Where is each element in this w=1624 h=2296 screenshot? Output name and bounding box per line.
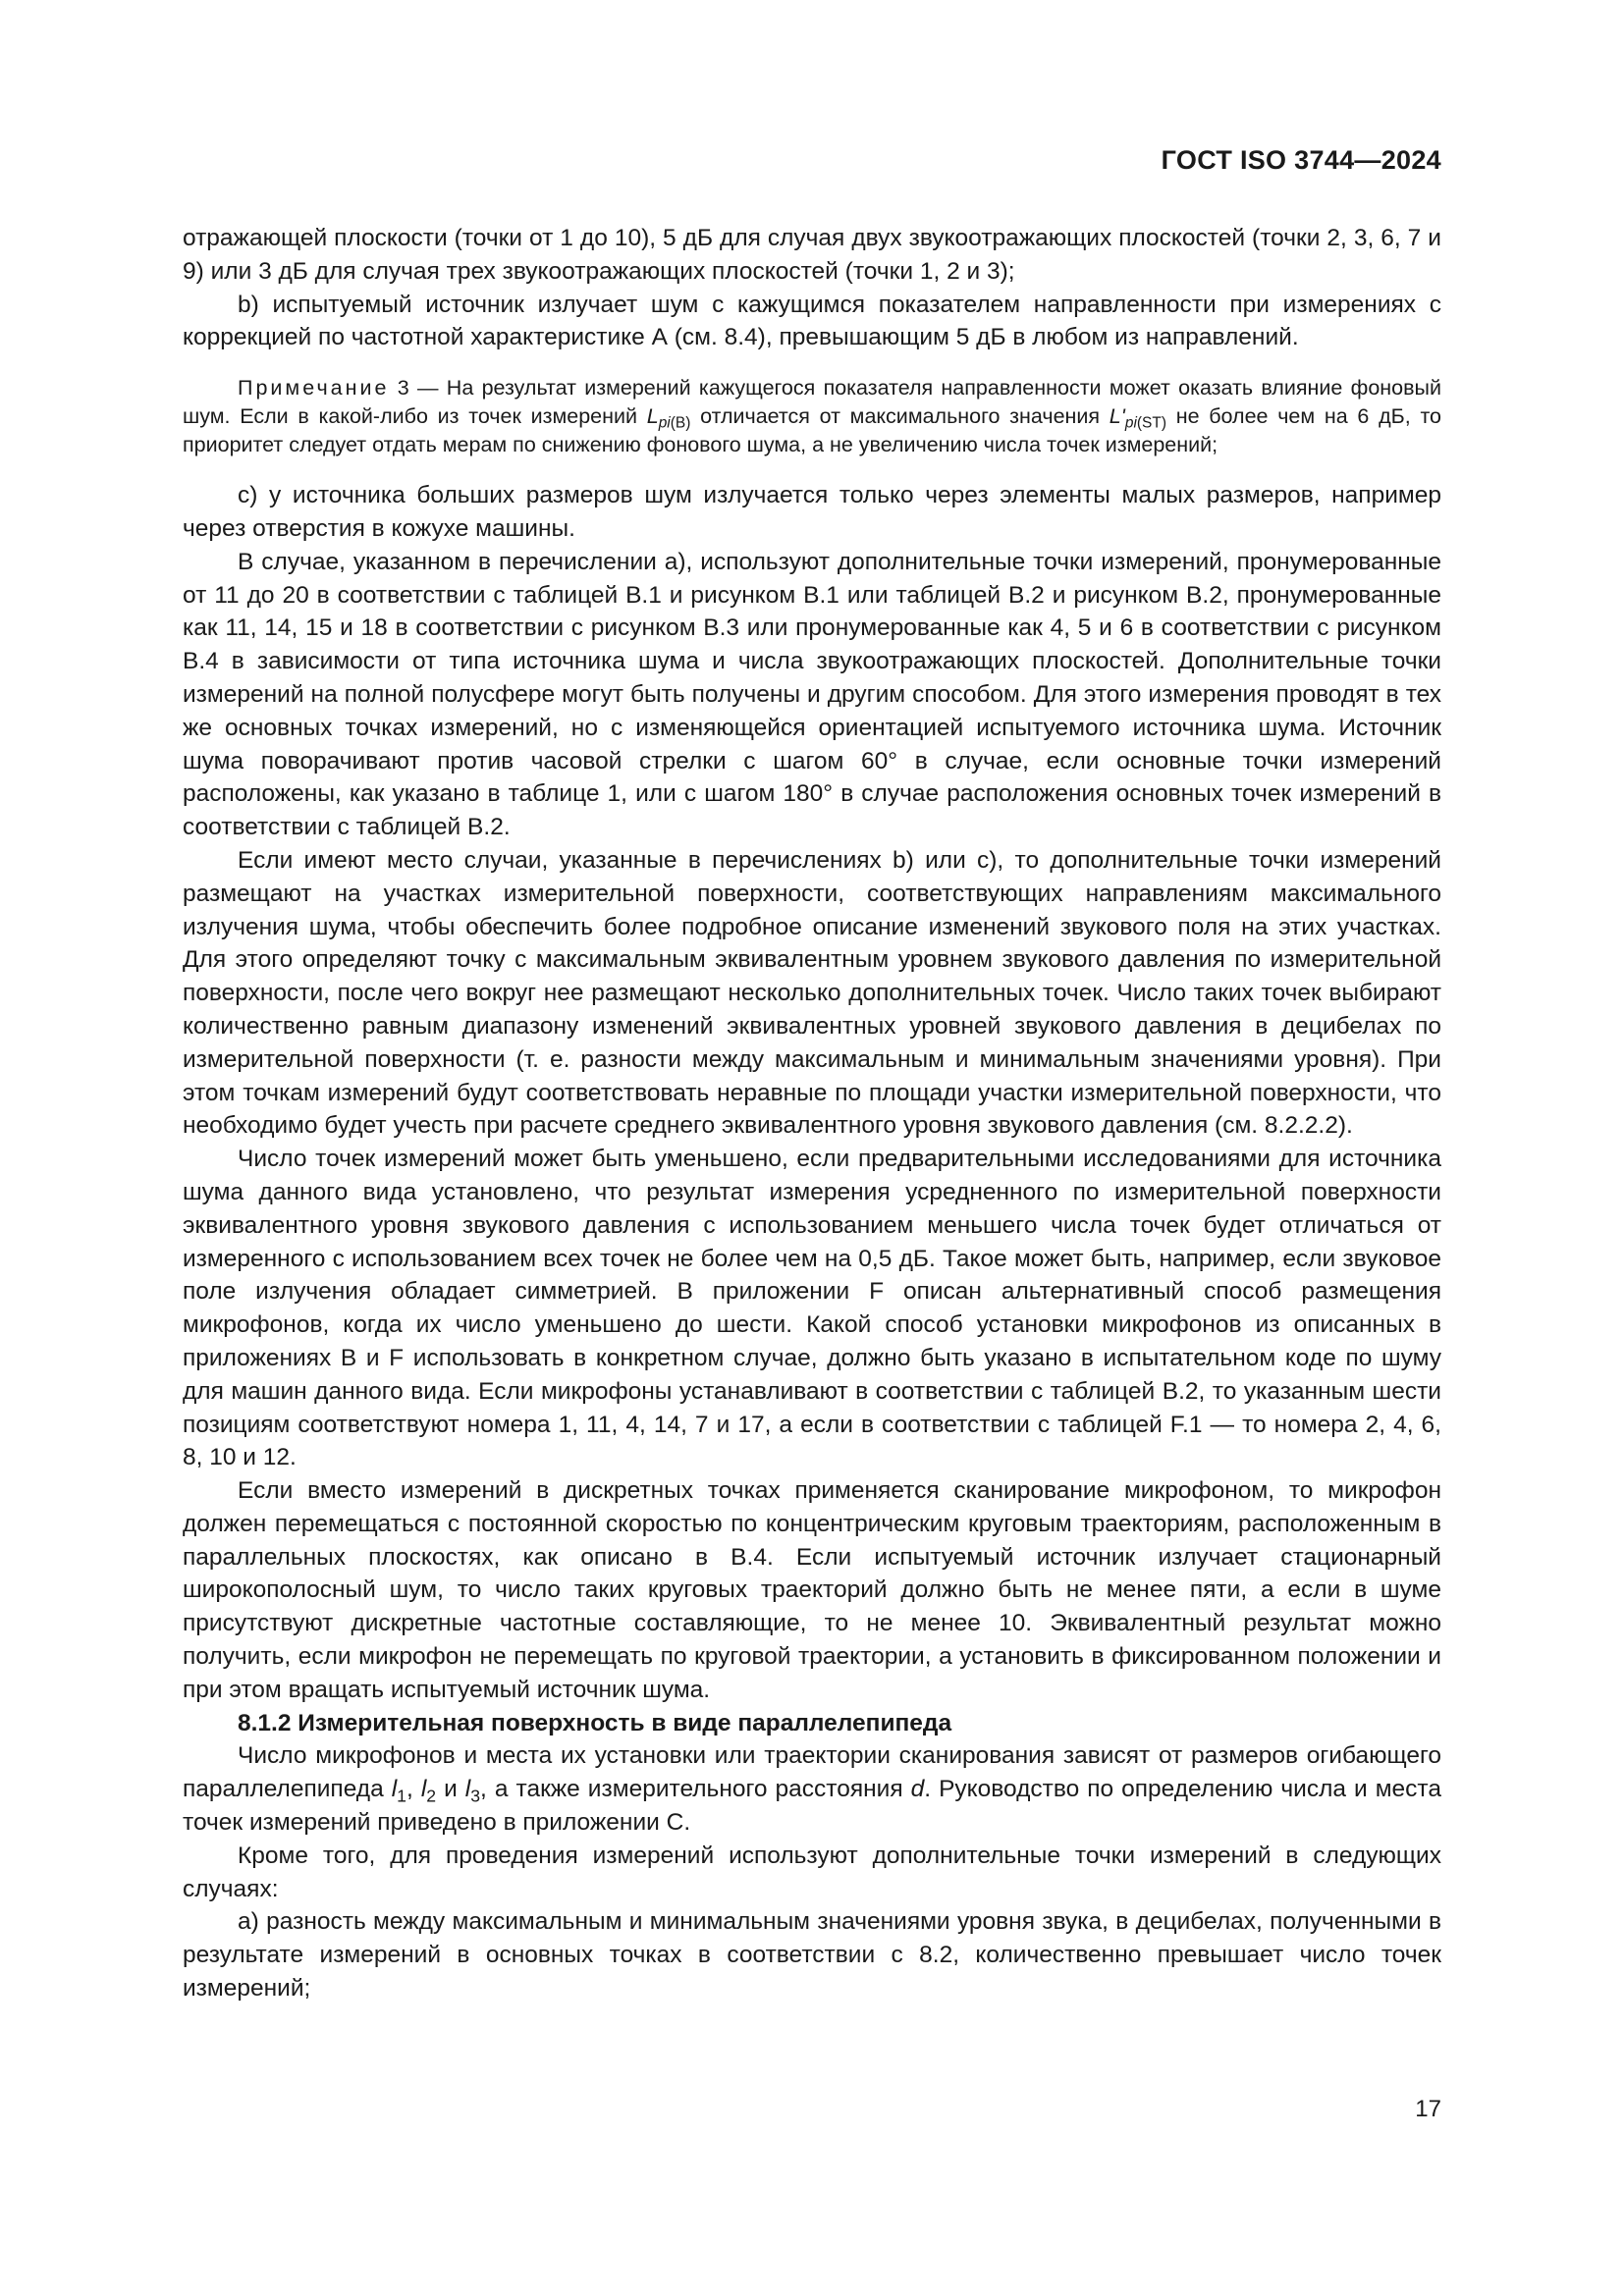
- symbol-d: d: [910, 1776, 925, 1803]
- note-text-part-3: не более чем на 6 дБ, то приоритет следует отдать мерам по снижению фонового шума, а не увеличению числа точек измерений;: [183, 404, 1442, 457]
- page-number: 17: [1415, 2096, 1441, 2122]
- list-item-a: а) разность между максимальным и минимальным значениями уровня звука, в децибелах, полученными в результате измерений в основных точках в соответствии с 8.2, количественно превышает число точек измерений;: [183, 1908, 1441, 2002]
- paragraph-additional-cases: Кроме того, для проведения измерений используют дополнительные точки измерений в следующих случаях:: [183, 1842, 1441, 1902]
- list-item-c: с) у источника больших размеров шум излучается только через элементы малых размеров, например через отверстия в кожухе машины.: [183, 482, 1441, 542]
- note-label: Примечание: [238, 376, 390, 400]
- symbol-l1: l: [391, 1776, 398, 1803]
- subscript-pi-b: pi(B): [658, 414, 691, 432]
- page-body: [183, 222, 1441, 2005]
- symbol-l2: l: [420, 1776, 427, 1803]
- note-text-part-2: отличается от максимального значения: [690, 404, 1110, 429]
- document-id-header: ГОСТ ISO 3744—2024: [1161, 145, 1441, 175]
- subscript-pi-st: pi(ST): [1124, 414, 1166, 432]
- paragraph-additional-points: В случае, указанном в перечислении а), используют дополнительные точки измерений, пронумерованные от 11 до 20 в соответствии с таблицей В.1 и рисунком В.1 или таблицей В.2 и рисунком В.2, пронумерованные как 11, 14, 15 и 18 в соответствии с рисунком В.3 или пронумерованные как 4, 5 и 6 в соответствии с рисунком В.4 в зависимости от типа источника шума и числа звукоотражающих плоскостей. Дополнительные точки измерений на полной полусфере могут быть получены и другим способом. Для этого измерения проводят в тех же основных точках измерений, но с изменяющейся ориентацией испытуемого источника шума. Источник шума поворачивают против часовой стрелки с шагом 60° в случае, если основные точки измерений расположены, как указано в таблице 1, или с шагом 180° в случае расположения основных точек измерений в соответствии с таблицей В.2.: [183, 548, 1441, 841]
- paragraph-parallelepiped: Число микрофонов и места их установки или траектории сканирования зависят от размеров огибающего параллелепипеда $l_1$, $l_2$ и $l_3$, а также измерительного расстояния d. Руководство по определению числа и места точек измерений приведено в приложении С.: [183, 1742, 1441, 1837]
- list-item-b: b) испытуемый источник излучает шум с кажущимся показателем направленности при измерениях с коррекцией по частотной характеристике А (см. 8.4), превышающим 5 дБ в любом из направлений.: [183, 291, 1441, 351]
- symbol-L: L: [646, 404, 659, 429]
- note-3: [183, 374, 1441, 459]
- paragraph-scanning: Если вместо измерений в дискретных точках применяется сканирование микрофоном, то микрофон должен перемещаться с постоянной скоростью по концентрическим круговым траекториям, расположенным в параллельных плоскостях, как описано в В.4. Если испытуемый источник излучает стационарный широкополосный шум, то число таких круговых траекторий должно быть не менее пяти, а если в шуме присутствуют дискретные частотные составляющие, то не менее 10. Эквивалентный результат можно получить, если микрофон не перемещать по круговой траектории, а установить в фиксированном положении и при этом вращать испытуемый источник шума.: [183, 1477, 1441, 1703]
- paragraph-max-radiation: Если имеют место случаи, указанные в перечислениях b) или с), то дополнительные точки измерений размещают на участках измерительной поверхности, соответствующих направлениям максимального излучения шума, чтобы обеспечить более подробное описание изменений звукового поля на этих участках. Для этого определяют точку с максимальным эквивалентным уровнем звукового давления по измерительной поверхности, после чего вокруг нее размещают несколько дополнительных точек. Число таких точек выбирают количественно равным диапазону изменений эквивалентных уровней звукового давления в децибелах по измерительной поверхности (т. е. разности между максимальным и минимальным значениями уровня). При этом точкам измерений будут соответствовать неравные по площади участки измерительной поверхности, что необходимо будет учесть при расчете среднего эквивалентного уровня звукового давления (см. 8.2.2.2).: [183, 846, 1441, 1140]
- symbol-L-prime: L': [1109, 404, 1125, 429]
- paragraph-reduced-points: Число точек измерений может быть уменьшено, если предварительными исследованиями для источника шума данного вида установлено, что результат измерения усредненного по измерительной поверхности эквивалентного уровня звукового давления с использованием меньшего числа точек будет отличаться от измеренного с использованием всех точек не более чем на 0,5 дБ. Такое может быть, например, если звуковое поле излучения обладает симметрией. В приложении F описан альтернативный способ размещения микрофонов, когда их число уменьшено до шести. Какой способ установки микрофонов из описанных в приложениях В и F использовать в конкретном случае, должно быть указано в испытательном коде по шуму для машин данного вида. Если микрофоны устанавливают в соответствии с таблицей В.2, то указанным шести позициям соответствуют номера 1, 11, 4, 14, 7 и 17, а если в соответствии с таблицей F.1 — то номера 2, 4, 6, 8, 10 и 12.: [183, 1146, 1441, 1471]
- section-heading-8-1-2: 8.1.2 Измерительная поверхность в виде параллелепипеда: [238, 1709, 952, 1736]
- note-text-part-1: 3 — На результат измерений кажущегося показателя направленности может оказать влияние фоновый шум. Если в какой-либо из точек измерений: [183, 376, 1441, 429]
- symbol-l3: l: [464, 1776, 471, 1803]
- paragraph-continuation: отражающей плоскости (точки от 1 до 10), 5 дБ для случая двух звукоотражающих плоскостей (точки 2, 3, 6, 7 и 9) или 3 дБ для случая трех звукоотражающих плоскостей (точки 1, 2 и 3);: [183, 225, 1441, 285]
